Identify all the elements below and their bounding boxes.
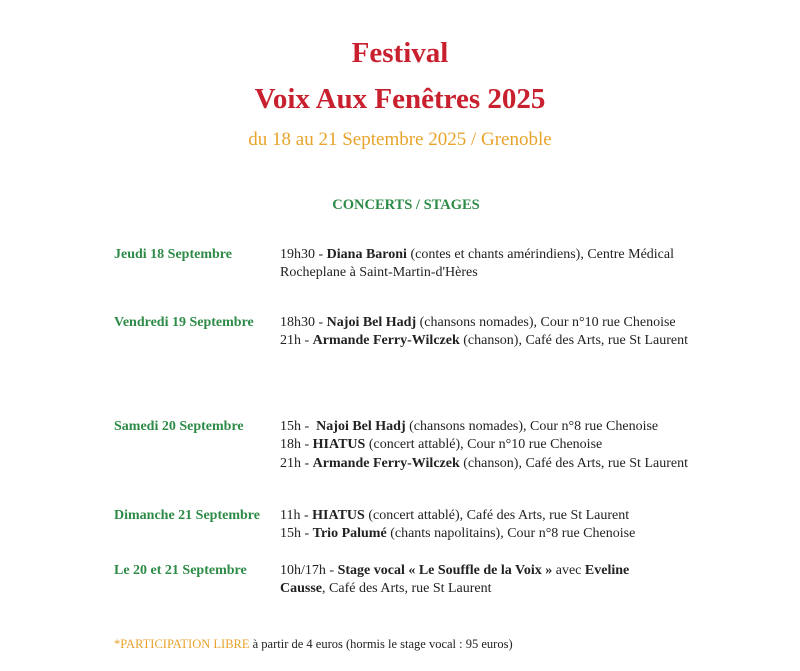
festival-title-line2: Voix Aux Fenêtres 2025 [254,83,546,115]
event-details: (concert attablé), Café des Arts, rue St Laurent [364,508,630,523]
event-time: 10h/17h - [280,563,338,578]
event-entry [280,418,700,436]
event-time: 18h30 - [280,315,327,330]
event-time: 19h30 - [280,247,327,262]
footer-highlight: *PARTICIPATION LIBRE [114,637,250,651]
event-artist: Diana Baroni [326,247,407,262]
day-label-vendredi: Vendredi 19 Septembre [114,315,254,330]
event-entry [280,525,700,543]
event-time: 15h - [280,526,313,542]
event-artist: Najoi Bel Hadj [326,315,417,330]
event-time: 18h - [280,437,313,453]
event-time: 21h - [280,333,313,349]
festival-title-line1: Festival [351,37,449,69]
event-artist: HIATUS [312,437,366,453]
event-artist: Stage vocal « Le Souffle de la Voix » [337,563,553,578]
event-entry [280,562,660,599]
event-details: (chants napolitains), Cour n°8 rue Chenoise [386,526,636,542]
event-entry [280,507,700,525]
day-label-dimanche: Dimanche 21 Septembre [114,508,260,523]
day-label-samedi: Samedi 20 Septembre [114,419,244,434]
events-vendredi [280,314,700,351]
event-time: 21h - [280,455,313,471]
event-details: (chansons nomades), Cour n°10 rue Chenoise [416,315,676,330]
event-artist: HIATUS [312,508,365,523]
day-label-jeudi: Jeudi 18 Septembre [114,247,232,262]
event-artist: Armande Ferry-Wilczek [312,333,460,349]
events-samedi [280,418,700,473]
event-time: 15h - [280,419,317,434]
event-artist: Najoi Bel Hadj [316,419,406,434]
events-jeudi [280,246,700,283]
footer-pricing-note [114,636,513,652]
event-entry [280,436,700,454]
event-artist: Armande Ferry-Wilczek [312,455,460,471]
event-details: (chanson), Café des Arts, rue St Laurent [459,455,688,471]
event-time: 11h - [280,508,313,523]
footer-text: à partir de 4 euros (hormis le stage vocal : 95 euros) [249,637,513,651]
event-entry [280,332,700,350]
day-label-stage: Le 20 et 21 Septembre [114,563,247,578]
events-stage [280,562,660,599]
event-entry [280,246,700,283]
event-details-location: , Café des Arts, rue St Laurent [322,581,492,597]
event-entry [280,314,700,332]
event-artist: Trio Palumé [312,526,387,542]
section-heading-concerts-stages: CONCERTS / STAGES [332,197,480,213]
event-instructor: Eveline Causse [280,563,630,597]
event-details: (chanson), Café des Arts, rue St Laurent [459,333,688,349]
event-details: (concert attablé), Cour n°10 rue Chenoise [365,437,603,453]
event-entry [280,455,700,473]
event-details: (contes et chants amérindiens), Centre Médical Rocheplane à Saint-Martin-d'Hères [280,247,675,281]
event-details: (chansons nomades), Cour n°8 rue Chenoise [405,419,659,434]
events-dimanche [280,507,700,544]
festival-dates-subtitle: du 18 au 21 Septembre 2025 / Grenoble [248,129,552,150]
event-details: avec [552,563,585,578]
